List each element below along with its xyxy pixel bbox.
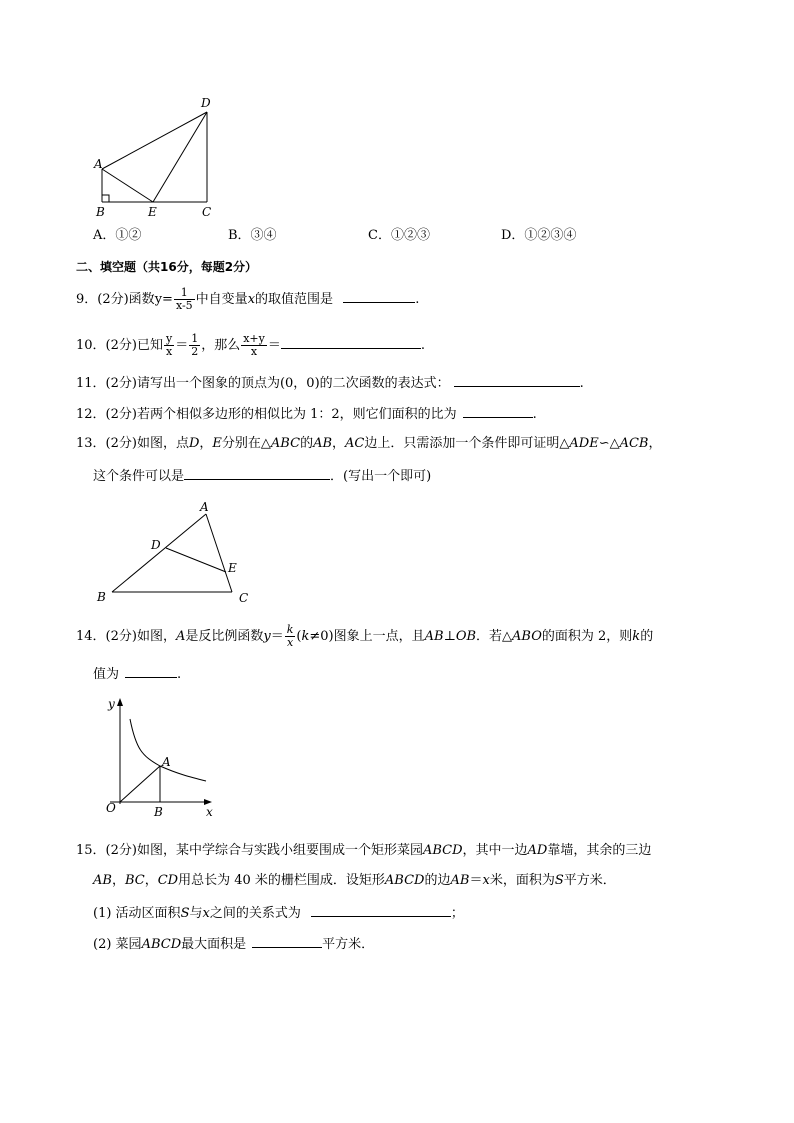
answer-blank-13[interactable] [184, 467, 330, 480]
label-a: A [94, 157, 103, 171]
option-a[interactable]: A．①② [93, 228, 142, 243]
q13-figure [94, 500, 264, 608]
label-a: A [200, 500, 209, 514]
label-c: C [239, 591, 249, 605]
segment-ba [112, 514, 206, 592]
answer-blank-15-2[interactable] [252, 935, 322, 948]
question-12: 12．(2分)若两个相似多边形的相似比为 1：2，则它们面积的比为 . [76, 407, 537, 422]
question-15-line2: AB，BC，CD用总长为 40 米的栅栏围成．设矩形ABCD的边AB＝x米，面积为S平方米． [93, 873, 616, 888]
label-b: B [97, 590, 106, 604]
question-11: 11．(2分)请写出一个图象的顶点为(0，0)的二次函数的表达式： . [76, 376, 584, 391]
question-14-line1: 14．(2分)如图，A是反比例函数y＝ $\frac{k}{x}$ (k≠0)图象上一点，且AB⊥OB．若△ABO的面积为 2，则k的 [76, 623, 654, 649]
label-y: y [108, 697, 115, 711]
answer-blank-15-1[interactable] [311, 904, 451, 917]
question-15-sub2: (2) 菜园ABCD最大面积是 平方米． [93, 937, 375, 952]
segment-ac [206, 514, 232, 592]
question-10: 10．(2分)已知 $\frac{y}{x}$ ＝ $\frac{1}{2}$ ，那么 $\frac{x+y}{x}$ ＝ . [76, 332, 426, 358]
label-x: x [206, 805, 213, 819]
label-b: B [154, 805, 163, 819]
option-c[interactable]: C．①②③ [368, 228, 430, 243]
section-title: 二、填空题（共16分，每题2分） [76, 260, 258, 274]
segment-ae [102, 169, 153, 202]
option-d[interactable]: D．①②③④ [501, 228, 577, 243]
segment-oa [120, 766, 160, 802]
q14-figure [90, 694, 220, 824]
label-c: C [202, 205, 212, 219]
answer-blank-14[interactable] [125, 665, 177, 678]
label-a: A [162, 755, 171, 769]
q8-figure [92, 94, 222, 220]
question-13-line1: 13．(2分)如图，点D，E分别在△ABC的AB，AC边上．只需添加一个条件即可证明△ADE∽△ACB， [76, 436, 662, 451]
question-15-line1: 15．(2分)如图，某中学综合与实践小组要围成一个矩形菜园ABCD，其中一边AD靠墙，其余的三边 [76, 843, 652, 858]
hyperbola-curve [130, 719, 206, 781]
y-axis-arrow [117, 698, 123, 706]
label-d: D [201, 96, 211, 110]
question-13-line2: 这个条件可以是 ．(写出一个即可) [93, 469, 432, 484]
label-e: E [148, 205, 157, 219]
question-14-line2: 值为 . [93, 667, 182, 682]
option-b[interactable]: B．③④ [228, 228, 277, 243]
segment-de [153, 112, 207, 202]
label-o: O [106, 801, 116, 815]
segment-ad [102, 112, 207, 169]
label-d: D [151, 538, 161, 552]
label-e: E [228, 561, 237, 575]
question-9: 9．(2分)函数y= $\frac{1}{x-5}$ 中自变量x的取值范围是 . [76, 286, 420, 312]
answer-blank-11[interactable] [454, 374, 580, 387]
question-15-sub1: (1) 活动区面积S与x之间的关系式为 ； [93, 906, 464, 921]
fraction: $\frac{1}{x-5}$ [175, 286, 193, 312]
right-angle-mark [102, 195, 109, 202]
label-b: B [96, 205, 105, 219]
answer-blank-9[interactable] [343, 290, 415, 303]
answer-blank-12[interactable] [463, 405, 533, 418]
segment-de [166, 548, 226, 572]
answer-blank-10[interactable] [281, 336, 421, 349]
